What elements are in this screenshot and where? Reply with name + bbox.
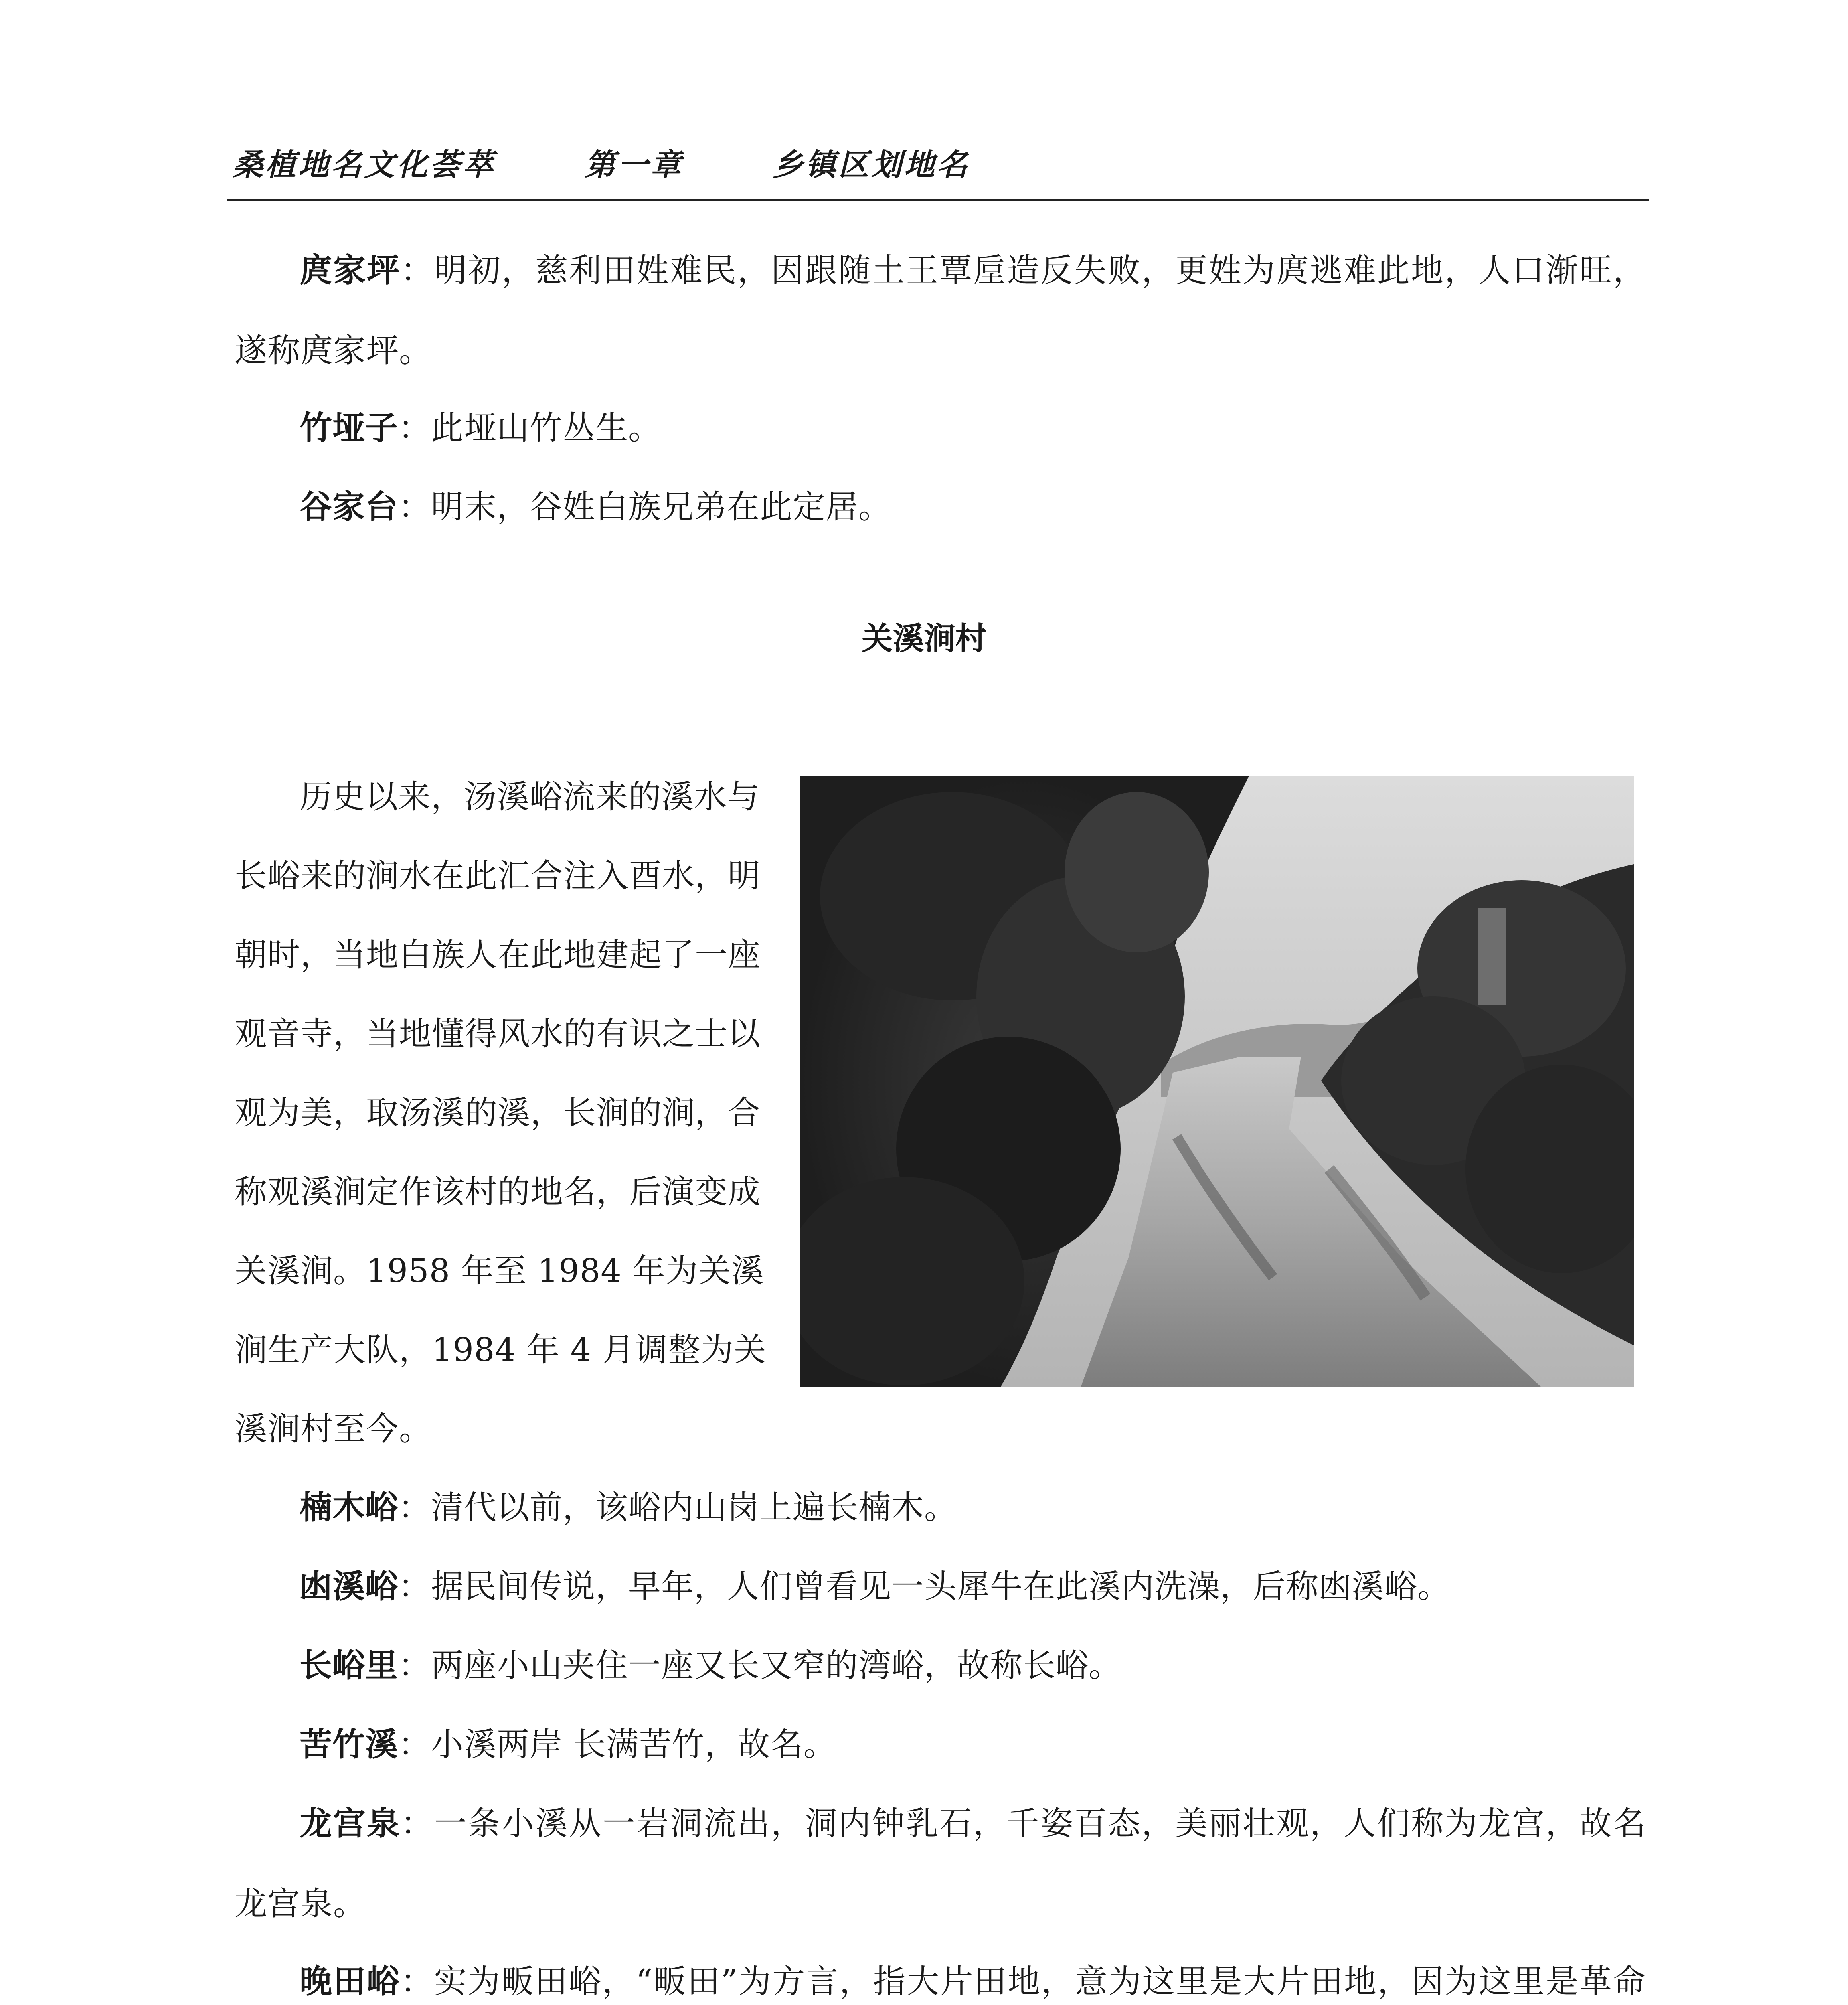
entry-kuzhuxi: [235, 1705, 1646, 1785]
entry-gujiatai: [235, 467, 1646, 547]
entry-text: ：一条小溪从一岩洞流出，洞内钟乳石，千姿百态，美丽壮观，人们称为龙宫，故名龙宫泉。: [235, 1805, 1646, 1923]
entry-term: 庹家坪: [300, 252, 401, 290]
entry-term: 苦竹溪: [300, 1726, 399, 1764]
entry-changyuli: [235, 1626, 1646, 1706]
section-title: 关溪涧村: [861, 621, 987, 657]
entry-text: ：清代以前，该峪内山岗上遍长楠木。: [398, 1489, 957, 1527]
entry-text: ：明初，慈利田姓难民，因跟随土王覃垕造反失败，更姓为庹逃难此地，人口渐旺，遂称庹家坪。: [235, 252, 1646, 370]
entry-term: 竹垭子: [300, 409, 399, 447]
river-photo-illustration: [800, 776, 1634, 1387]
entry-zhuyazi: [235, 388, 1646, 468]
entry-term: 谷家台: [300, 488, 399, 526]
header-rule: [227, 199, 1649, 201]
entry-tuojiaping: [235, 231, 1646, 391]
entry-term: 凼溪峪: [300, 1568, 399, 1606]
entry-dangxiyu: [235, 1547, 1646, 1627]
chapter-number: 第一章: [585, 147, 684, 182]
entry-text: ：两座小山夹住一座又长又窄的湾峪，故称长峪。: [398, 1647, 1122, 1685]
entry-text: ：明末，谷姓白族兄弟在此定居。: [398, 488, 892, 526]
village-intro: 历史以来，汤溪峪流来的溪水与长峪来的涧水在此汇合注入酉水，明朝时，当地白族人在此地建起了一座观音寺，当地懂得风水的有识之士以观为美，取汤溪的溪，长涧的涧，合称观溪涧定作该村的地名，后演变成关溪涧。1958 年至 1984 年为关溪涧生产大队，1984 年 4 月调整为关溪涧村至今。: [235, 778, 767, 1448]
entry-term: 晚田峪: [300, 1963, 401, 2001]
book-title: 桑植地名文化荟萃: [233, 147, 496, 182]
running-header: [233, 140, 1652, 184]
entry-text: ：小溪两岸 长满苦竹，故名。: [398, 1726, 836, 1764]
entry-term: 楠木峪: [300, 1489, 399, 1527]
entry-term: 龙宫泉: [300, 1805, 401, 1843]
chapter-title: 乡镇区划地名: [772, 147, 970, 182]
entry-text: ：实为畈田峪，“畈田”为方言，指大片田地，意为这里是大片田地，因为这里是革命: [400, 1963, 1646, 2001]
entry-text: ：据民间传说，早年，人们曾看见一头犀牛在此溪内洗澡，后称凼溪峪。: [398, 1568, 1451, 1606]
river-photo: [800, 776, 1634, 1387]
entry-text: ：此垭山竹丛生。: [398, 409, 662, 447]
entry-term: 长峪里: [300, 1647, 399, 1685]
entry-wantianyu: [235, 1942, 1646, 2005]
entry-nanmuyu: [235, 1468, 1646, 1548]
entry-longgongquan: [235, 1784, 1646, 1944]
